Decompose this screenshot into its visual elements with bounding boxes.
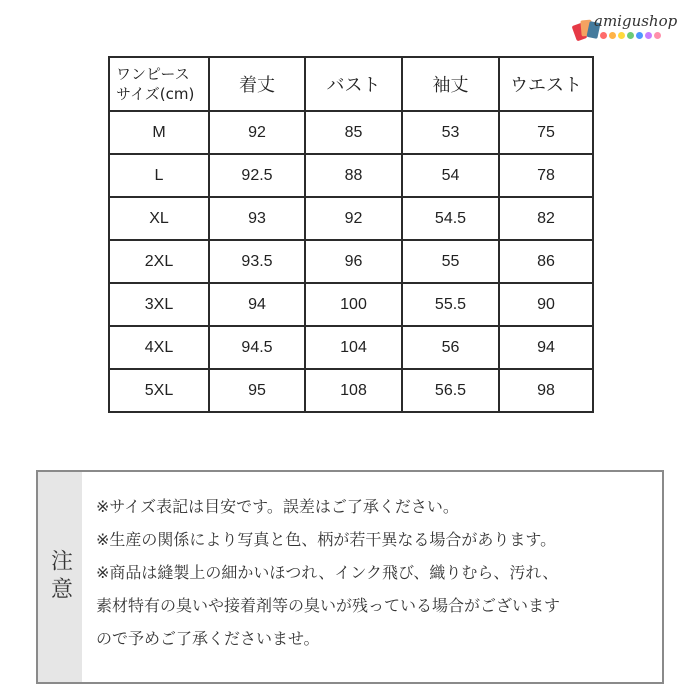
table-row (109, 111, 593, 154)
table-cell: 56.5 (402, 369, 499, 412)
logo-text: amigushop (594, 12, 678, 30)
notice-line: ので予めご了承くださいませ。 (96, 629, 320, 648)
size-label-cell: L (109, 154, 209, 197)
table-cell: 85 (305, 111, 402, 154)
table-cell: 56 (402, 326, 499, 369)
table-cell: 54 (402, 154, 499, 197)
corner-line-1: ワンピース (116, 65, 190, 83)
logo-dot (609, 32, 616, 39)
logo-dots (600, 32, 661, 39)
size-label-cell: 5XL (109, 369, 209, 412)
table-cell: 82 (499, 197, 593, 240)
table-cell: 92 (209, 111, 305, 154)
table-cell: 95 (209, 369, 305, 412)
table-row (109, 154, 593, 197)
table-cell: 94 (499, 326, 593, 369)
table-cell: 75 (499, 111, 593, 154)
notice-line: ※サイズ表記は目安です。誤差はご了承ください。 (96, 497, 459, 516)
table-cell: 108 (305, 369, 402, 412)
notice-lines (96, 490, 661, 655)
table-cell: 92 (305, 197, 402, 240)
size-label-cell: M (109, 111, 209, 154)
logo-dot (645, 32, 652, 39)
table-cell: 54.5 (402, 197, 499, 240)
notice-line: ※商品は縫製上の細かいほつれ、インク飛び、織りむら、汚れ、 (96, 563, 559, 582)
column-header: バスト (305, 57, 402, 111)
notice-line: ※生産の関係により写真と色、柄が若干異なる場合があります。 (96, 530, 557, 549)
logo-dot (654, 32, 661, 39)
size-label-cell: 2XL (109, 240, 209, 283)
table-row (109, 240, 593, 283)
logo-dot (636, 32, 643, 39)
table-cell: 55 (402, 240, 499, 283)
table-header-row (109, 57, 593, 111)
table-cell: 93 (209, 197, 305, 240)
table-cell: 98 (499, 369, 593, 412)
brand-logo (572, 10, 692, 50)
column-header: ウエスト (499, 57, 593, 111)
table-cell: 94.5 (209, 326, 305, 369)
notice-label-panel (38, 472, 82, 682)
table-cell: 100 (305, 283, 402, 326)
table-row (109, 283, 593, 326)
notice-label: 注意 (47, 549, 73, 605)
size-table (108, 56, 594, 413)
table-cell: 55.5 (402, 283, 499, 326)
table-row (109, 197, 593, 240)
size-label-cell: 3XL (109, 283, 209, 326)
table-cell: 93.5 (209, 240, 305, 283)
table-cell: 96 (305, 240, 402, 283)
table-row (109, 369, 593, 412)
corner-line-2: サイズ(cm) (116, 85, 195, 103)
logo-dot (600, 32, 607, 39)
column-header: 袖丈 (402, 57, 499, 111)
size-label-cell: 4XL (109, 326, 209, 369)
table-corner-cell (109, 57, 209, 111)
table-cell: 78 (499, 154, 593, 197)
table-row (109, 326, 593, 369)
table-cell: 88 (305, 154, 402, 197)
notice-box (36, 470, 664, 684)
logo-dot (627, 32, 634, 39)
table-cell: 90 (499, 283, 593, 326)
column-header: 着丈 (209, 57, 305, 111)
table-cell: 104 (305, 326, 402, 369)
table-cell: 53 (402, 111, 499, 154)
size-label-cell: XL (109, 197, 209, 240)
logo-dot (618, 32, 625, 39)
table-cell: 92.5 (209, 154, 305, 197)
table-cell: 94 (209, 283, 305, 326)
table-cell: 86 (499, 240, 593, 283)
notice-line: 素材特有の臭いや接着剤等の臭いが残っている場合がございます (96, 596, 561, 615)
